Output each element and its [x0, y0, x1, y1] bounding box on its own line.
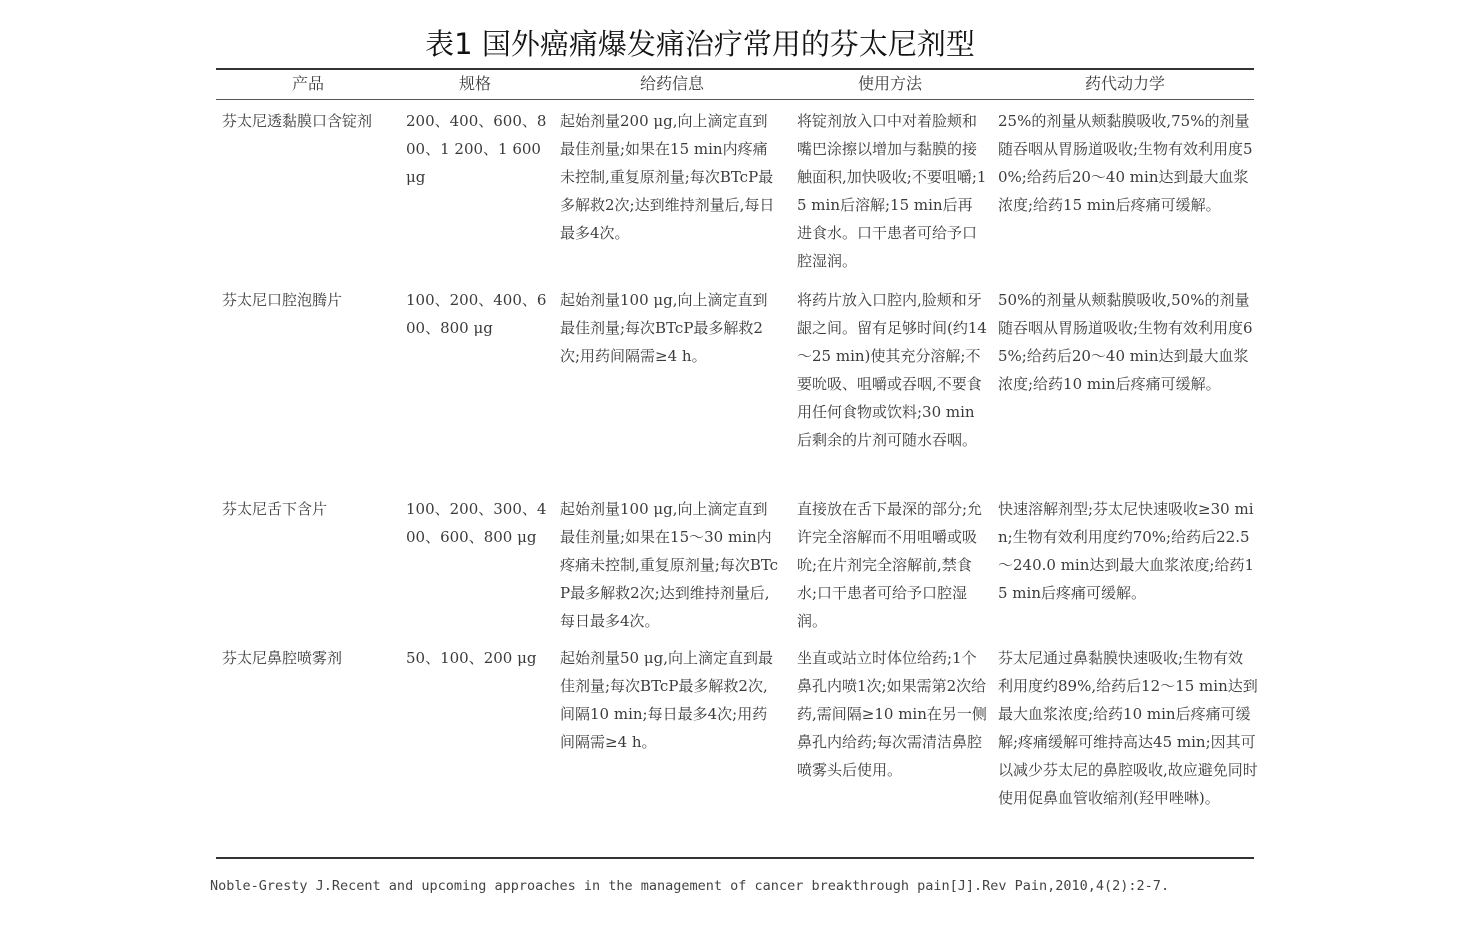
table-cell-usage: 坐直或站立时体位给药;1个鼻孔内喷1次;如果需第2次给药,需间隔≥10 min在另一侧鼻孔内给药;每次需清洁鼻腔喷雾头后使用。: [797, 649, 987, 779]
header-product: 产品: [291, 74, 324, 93]
table-bottom-rule: [216, 857, 1254, 859]
table-top-rule: [216, 68, 1254, 70]
table-header-rule: [216, 99, 1254, 100]
table-cell-spec: 200、400、600、800、1 200、1 600 μg: [406, 112, 547, 186]
header-dosing: 给药信息: [639, 74, 704, 93]
table-cell-pk: 25%的剂量从颊黏膜吸收,75%的剂量随吞咽从胃肠道吸收;生物有效利用度50%;给药后20～40 min达到最大血浆浓度;给药15 min后疼痛可缓解。: [998, 112, 1253, 214]
table-cell-pk: 芬太尼通过鼻黏膜快速吸收;生物有效利用度约89%,给药后12～15 min达到最大血浆浓度;给药10 min后疼痛可缓解;疼痛缓解可维持高达45 min;因其可以减少芬太尼的鼻腔吸收,故应避免同时使用促鼻血管收缩剂(羟甲唑啉)。: [998, 649, 1258, 807]
table-cell-spec: 100、200、400、600、800 μg: [406, 291, 547, 337]
table-cell-dosing: 起始剂量100 μg,向上滴定直到最佳剂量;每次BTcP最多解救2次;用药间隔需≥4 h。: [560, 291, 768, 365]
source-citation: Noble-Gresty J.Recent and upcoming approaches in the management of cancer breakthrough pain[J].Rev Pain,2010,4(2):2-7.: [210, 878, 1170, 894]
table-cell-dosing: 起始剂量200 μg,向上滴定直到最佳剂量;如果在15 min内疼痛未控制,重复原剂量;每次BTcP最多解救2次;达到维持剂量后,每日最多4次。: [560, 112, 775, 242]
table-cell-product: 芬太尼口腔泡腾片: [222, 291, 343, 309]
table-cell-usage: 将药片放入口腔内,脸颊和牙龈之间。留有足够时间(约14～25 min)使其充分溶解;不要吮吸、咀嚼或吞咽,不要食用任何食物或饮料;30 min后剩余的片剂可随水吞咽。: [797, 291, 987, 449]
table-cell-pk: 50%的剂量从颊黏膜吸收,50%的剂量随吞咽从胃肠道吸收;生物有效利用度65%;给药后20～40 min达到最大血浆浓度;给药10 min后疼痛可缓解。: [998, 291, 1253, 393]
table-cell-spec: 50、100、200 μg: [406, 649, 537, 667]
table-title: 表1 国外癌痛爆发痛治疗常用的芬太尼剂型: [425, 27, 975, 61]
header-usage: 使用方法: [857, 74, 922, 93]
table-cell-product: 芬太尼鼻腔喷雾剂: [222, 649, 343, 667]
table-cell-dosing: 起始剂量100 μg,向上滴定直到最佳剂量;如果在15～30 min内疼痛未控制,重复原剂量;每次BTcP最多解救2次;达到维持剂量后,每日最多4次。: [560, 500, 779, 630]
table-cell-dosing: 起始剂量50 μg,向上滴定直到最佳剂量;每次BTcP最多解救2次,间隔10 min;每日最多4次;用药间隔需≥4 h。: [560, 649, 773, 751]
header-spec: 规格: [458, 74, 491, 93]
table-cell-product: 芬太尼舌下含片: [222, 500, 328, 518]
table-cell-spec: 100、200、300、400、600、800 μg: [406, 500, 547, 546]
header-pharmacokinetics: 药代动力学: [1084, 74, 1165, 93]
table-cell-usage: 将锭剂放入口中对着脸颊和嘴巴涂擦以增加与黏膜的接触面积,加快吸收;不要咀嚼;15 min后溶解;15 min后再进食水。口干患者可给予口腔湿润。: [797, 112, 987, 270]
table-cell-pk: 快速溶解剂型;芬太尼快速吸收≥30 min;生物有效利用度约70%;给药后22.5～240.0 min达到最大血浆浓度;给药15 min后疼痛可缓解。: [998, 500, 1254, 602]
table-cell-product: 芬太尼透黏膜口含锭剂: [222, 112, 373, 130]
table-cell-usage: 直接放在舌下最深的部分;允许完全溶解而不用咀嚼或吸吮;在片剂完全溶解前,禁食水;口干患者可给予口腔湿润。: [797, 500, 983, 630]
